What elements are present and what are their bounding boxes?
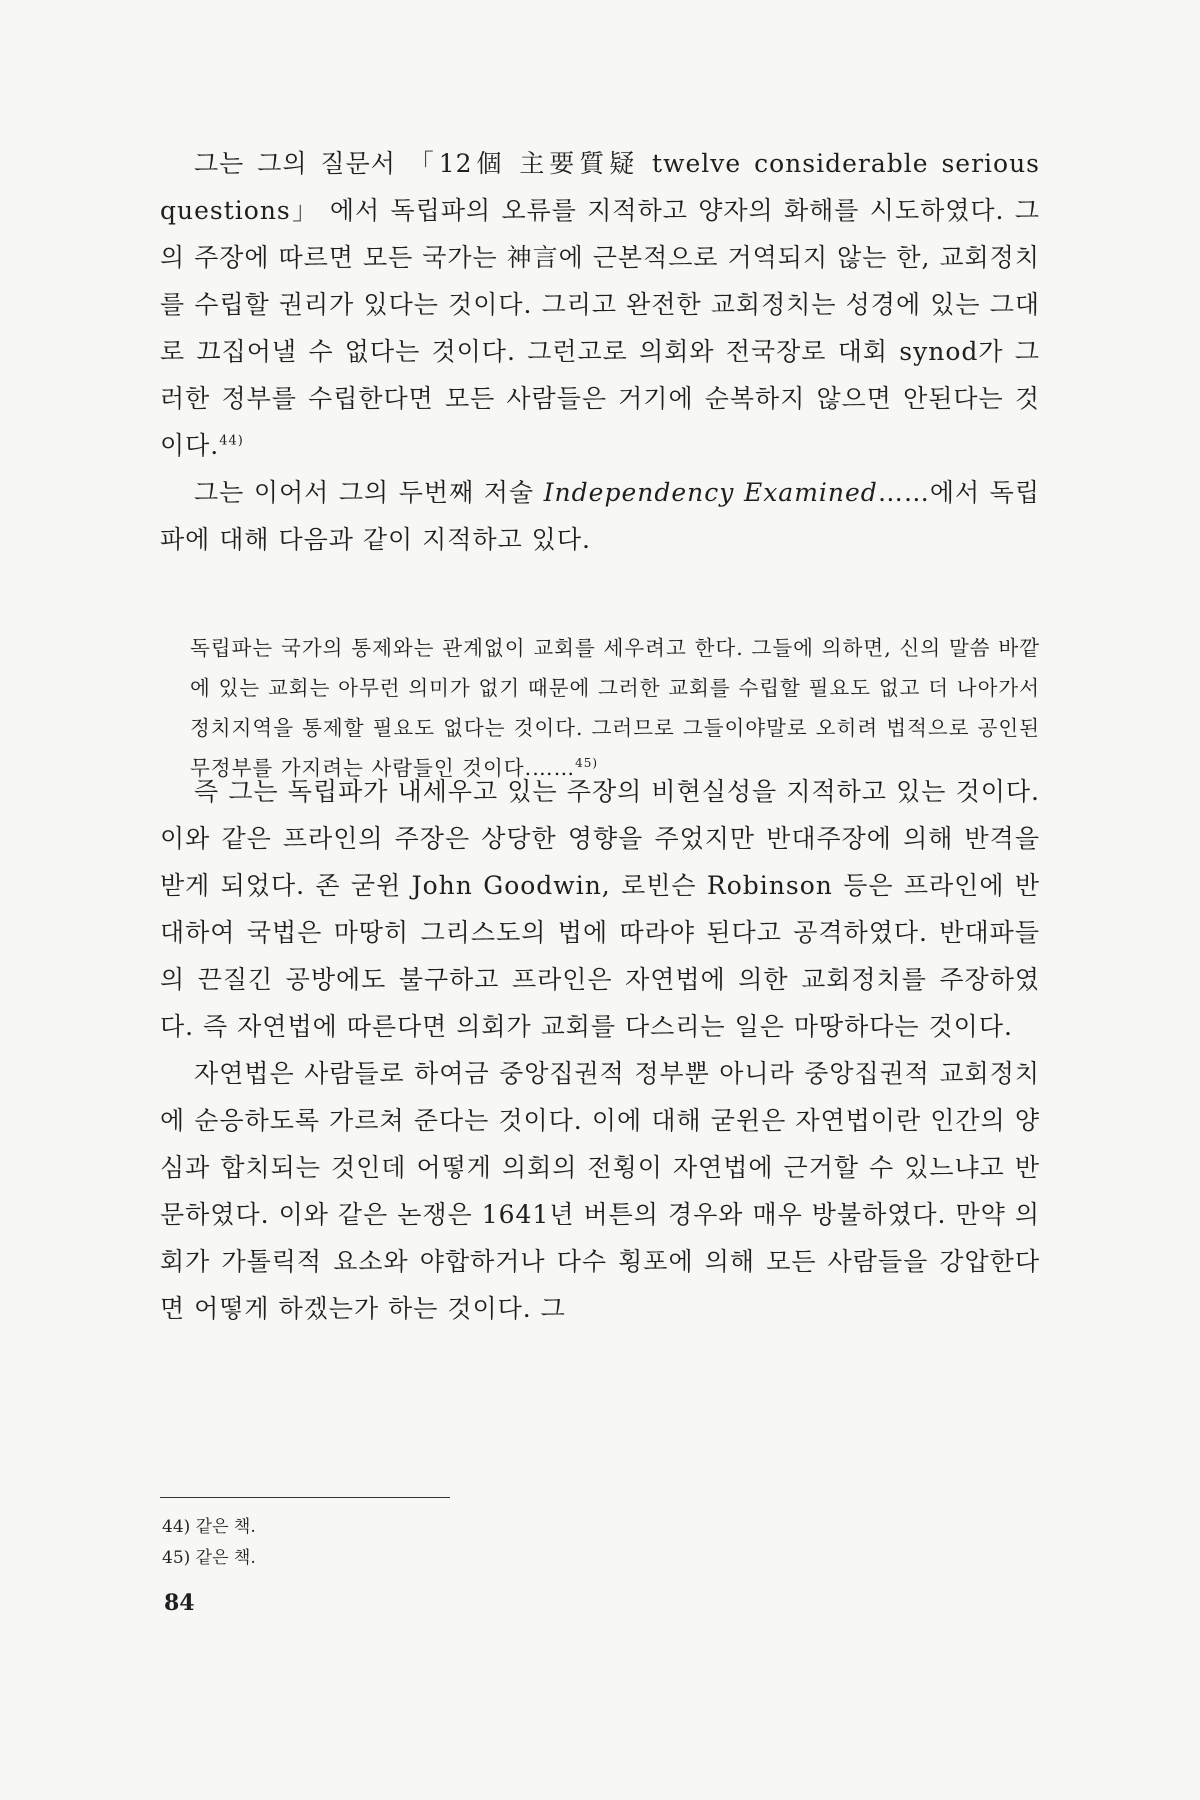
block-quote (190, 628, 1040, 788)
book-title-italic: Independency Examined (543, 478, 878, 507)
footnote-44: 44) 같은 책. (162, 1517, 256, 1537)
body-bottom (160, 768, 1040, 1332)
footnotes (162, 1512, 256, 1574)
paragraph-3: 즉 그는 독립파가 내세우고 있는 주장의 비현실성을 지적하고 있는 것이다. 이와 같은 프라인의 주장은 상당한 영향을 주었지만 반대주장에 의해 반격을 받게 되었다. 존 굳윈 John Goodwin, 로빈슨 Robinson 등은 프라인에 반대하여 국법은 마땅히 그리스도의 법에 따라야 된다고 공격하였다. 반대파들의 끈질긴 공방에도 불구하고 프라인은 자연법에 의한 교회정치를 주장하였다. 즉 자연법에 따른다면 의회가 교회를 다스리는 일은 마땅하다는 것이다. (160, 777, 1040, 1041)
paragraph-2-text-after: ……에서 독립파에 대해 다음과 같이 지적하고 있다. (160, 478, 1040, 554)
footnote-45: 45) 같은 책. (162, 1548, 256, 1568)
footnote-ref-44: 44) (219, 433, 244, 449)
paragraph-4: 자연법은 사람들로 하여금 중앙집권적 정부뿐 아니라 중앙집권적 교회정치에 순응하도록 가르쳐 준다는 것이다. 이에 대해 굳윈은 자연법이란 인간의 양심과 합치되는 것인데 어떻게 의회의 전횡이 자연법에 근거할 수 있느냐고 반문하였다. 이와 같은 논쟁은 1641년 버튼의 경우와 매우 방불하였다. 만약 의회가 가톨릭적 요소와 야합하거나 다수 횡포에 의해 모든 사람들을 강압한다면 어떻게 하겠는가 하는 것이다. 그 (160, 1059, 1040, 1323)
footnote-ref-45: 45) (575, 756, 599, 771)
body-top (160, 140, 1040, 563)
footnote-divider (160, 1497, 450, 1498)
paragraph-2 (160, 469, 1040, 563)
page-number: 84 (164, 1590, 195, 1616)
paragraph-2-text-before: 그는 이어서 그의 두번째 저술 (194, 478, 544, 507)
quote-text: 독립파는 국가의 통제와는 관계없이 교회를 세우려고 한다. 그들에 의하면, 신의 말씀 바깥에 있는 교회는 아무런 의미가 없기 때문에 그러한 교회를 수립할 필요도 없고 더 나아가서 정치지역을 통제할 필요도 없다는 것이다. 그러므로 그들이야말로 오히려 법적으로 공인된 무정부를 가지려는 사람들인 것이다.…… (190, 636, 1040, 780)
paragraph-1-text: 그는 그의 질문서 「12個 主要質疑 twelve considerable serious questions」 에서 독립파의 오류를 지적하고 양자의 화해를 시도하였다. 그의 주장에 따르면 모든 국가는 神言에 근본적으로 거역되지 않는 한, 교회정치를 수립할 권리가 있다는 것이다. 그리고 완전한 교회정치는 성경에 있는 그대로 끄집어낼 수 없다는 것이다. 그런고로 의회와 전국장로 대회 synod가 그러한 정부를 수립한다면 모든 사람들은 거기에 순복하지 않으면 안된다는 것이다. (160, 149, 1040, 460)
paragraph-1 (160, 140, 1040, 469)
quote-paragraph (190, 628, 1040, 788)
